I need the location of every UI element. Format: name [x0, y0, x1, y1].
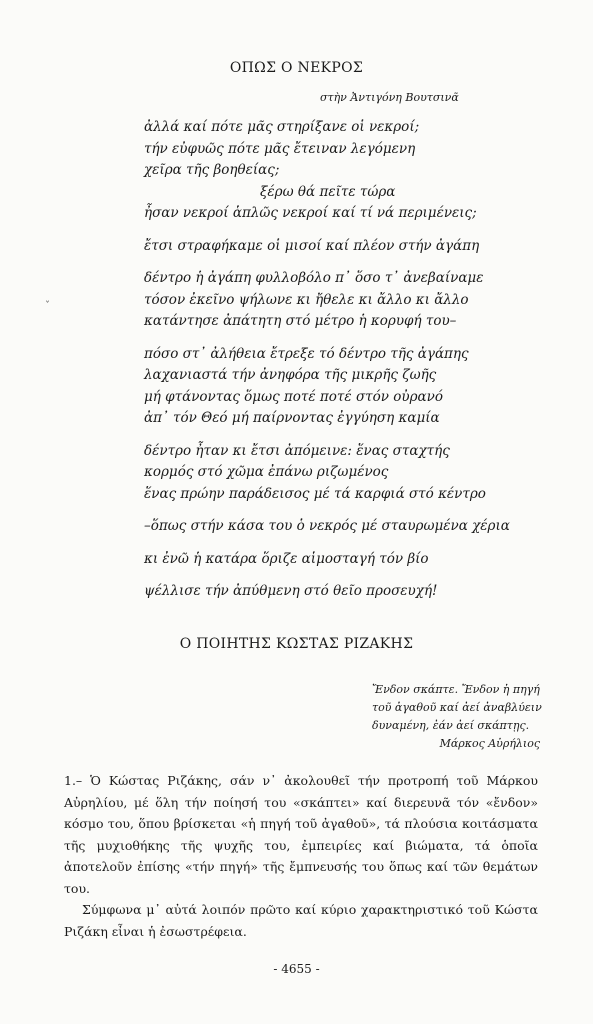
poem-line: πόσο στ᾽ ἀλήθεια ἔτρεξε τό δέντρο τῆς ἀγάπης — [144, 345, 469, 362]
poem-line: μή φτάνοντας ὅμως ποτέ ποτέ στόν οὐρανό — [144, 388, 443, 405]
poem-line: ψέλλισε τήν ἀπύθμενη στό θεῖο προσευχή! — [144, 583, 438, 599]
poem-line: δέντρο ἦταν κι ἔτσι ἀπόμεινε: ἕνας σταχτής — [144, 442, 450, 459]
stanza — [144, 268, 524, 333]
paragraph: Σύμφωνα μ᾽ αὐτά λοιπόν πρῶτο καί κύριο χαρακτηριστικό τοῦ Κώστα Ριζάκη εἶναι ἡ ἐσωστρέφεια. — [64, 902, 538, 939]
poem-line: ἕνας πρώην παράδεισος μέ τά καρφιά στό κέντρο — [144, 485, 486, 502]
poem-body — [144, 117, 524, 603]
poem-line: κορμός στό χῶμα ἐπάνω ριζωμένος — [144, 464, 389, 480]
epigraph-line: τοῦ ἀγαθοῦ καί ἀεί ἀναβλύειν — [372, 701, 542, 714]
poem-line: ἔτσι στραφήκαμε οἱ μισοί καί πλέον στήν ἀγάπη — [144, 237, 480, 254]
paragraph: 1.– Ὁ Κώστας Ριζάκης, σάν ν᾽ ἀκολουθεῖ τήν προτροπή τοῦ Μάρκου Αὐρηλίου, μέ ὅλη τήν ποίησή του «σκάπτει» καί διερευνᾶ τόν «ἔνδον» κόσμο του, ὅπου βρίσκεται «ἡ πηγή τοῦ ἀγαθοῦ», τά πλούσια κοιτάσματα τῆς μυχιοθήκης τῆς ψυχῆς του, ἐμπειρίες καί βιώματα, τά ὁποῖα ἀποτελοῦν ἐπίσης «τήν πηγή» τῆς ἔμπνευσής του ὅπως καί τῶν θεμάτων του. — [64, 773, 538, 896]
poem-line: ἀπ᾽ τόν Θεό μή παίρνοντας ἐγγύηση καμία — [144, 410, 440, 426]
stanza — [144, 581, 524, 603]
epigraph-author: Μάρκος Αὐρήλιος — [439, 737, 540, 750]
stanza — [144, 516, 524, 538]
poem-line: –ὅπως στήν κάσα του ὁ νεκρός μέ σταυρωμένα χέρια — [144, 518, 510, 534]
epigraph-line: δυναμένη, ἐάν ἀεί σκάπτῃς. — [372, 719, 530, 732]
poem-line: λαχανιαστά τήν ἀνηφόρα τῆς μικρῆς ζωῆς — [144, 367, 437, 383]
epigraph-line: Ἔνδον σκάπτε. Ἔνδον ἡ πηγή — [372, 683, 540, 696]
poem-title: ΟΠΩΣ Ο ΝΕΚΡΟΣ — [229, 60, 364, 76]
poem-line: ἦσαν νεκροί ἁπλῶς νεκροί καί τί νά περιμένεις; — [144, 205, 477, 221]
poem-line: ξέρω θά πεῖτε τώρα — [260, 183, 396, 200]
poem-dedication: στὴν Ἀντιγόνη Βουτσινᾶ — [320, 91, 459, 104]
page-number: - 4655 - — [273, 962, 320, 976]
stanza — [144, 236, 524, 258]
poem-line: τόσον ἐκεῖνο ψήλωνε κι ἤθελε κι ἄλλο κι ἄλλο — [144, 291, 469, 308]
stanza — [144, 344, 524, 430]
poem-line: ἀλλά καί πότε μᾶς στηρίξανε οἱ νεκροί; — [144, 119, 420, 135]
stanza — [144, 441, 524, 506]
stanza — [144, 549, 524, 571]
essay-body — [64, 770, 538, 942]
section-title: Ο ΠΟΙΗΤΗΣ ΚΩΣΤΑΣ ΡΙΖΑΚΗΣ — [179, 636, 414, 652]
poem-line: δέντρο ἡ ἀγάπη φυλλοβόλο π᾽ ὅσο τ᾽ ἀνεβαίναμε — [144, 270, 484, 286]
stray-ink-mark: ˇ — [45, 301, 50, 312]
poem-line: κι ἐνῶ ἡ κατάρα ὅριζε αἱμοσταγή τόν βίο — [144, 550, 429, 567]
poem-line: κατάντησε ἀπάτητη στό μέτρο ἡ κορυφή του– — [144, 313, 457, 329]
epigraph — [372, 681, 552, 753]
poem-line: χεῖρα τῆς βοηθείας; — [144, 162, 280, 178]
poem-line: τήν εὐφυῶς πότε μᾶς ἔτειναν λεγόμενη — [144, 140, 416, 157]
stanza — [144, 117, 524, 225]
